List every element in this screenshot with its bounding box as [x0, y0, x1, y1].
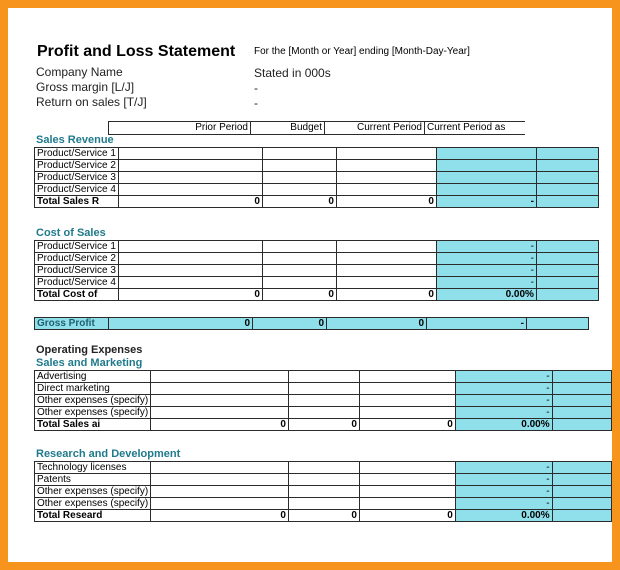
stated-in-label: Stated in 000s: [254, 66, 331, 80]
row-label[interactable]: Product/Service 3: [35, 172, 119, 184]
total-row: Total Researd 0 0 0 0.00%: [35, 510, 612, 522]
gross-profit-table: [34, 317, 589, 330]
table-row: Patents -: [35, 474, 612, 486]
total-row: Total Sales R 0 0 0 -: [35, 196, 599, 208]
table-row: Product/Service 2 -: [35, 253, 599, 265]
section-title-sales-marketing: Sales and Marketing: [36, 357, 143, 369]
table-row: Other expenses (specify) -: [35, 395, 612, 407]
table-row: Advertising -: [35, 371, 612, 383]
section-title-cost-of-sales: Cost of Sales: [36, 227, 106, 239]
table-row: Product/Service 1 -: [35, 241, 599, 253]
gross-margin-value: -: [254, 81, 258, 95]
return-on-sales-label: Return on sales [T/J]: [36, 95, 147, 109]
column-header-current-pct: Current Period as: [425, 122, 525, 135]
row-label[interactable]: Product/Service 4: [35, 184, 119, 196]
table-row: Other expenses (specify) -: [35, 498, 612, 510]
table-row: Product/Service 4 -: [35, 277, 599, 289]
section-title-sales-revenue: Sales Revenue: [36, 134, 114, 146]
gross-margin-label: Gross margin [L/J]: [36, 80, 135, 94]
total-row: Total Sales ai 0 0 0 0.00%: [35, 419, 612, 431]
sales-marketing-table: [34, 370, 612, 431]
column-header-current: Current Period: [325, 122, 425, 135]
spreadsheet-page: [8, 8, 612, 562]
column-header-budget: Budget: [251, 122, 325, 135]
company-name-label: Company Name: [36, 65, 123, 79]
return-on-sales-value: -: [254, 96, 258, 110]
column-header-prior: Prior Period: [109, 122, 251, 135]
table-row: Direct marketing -: [35, 383, 612, 395]
table-row: [35, 160, 599, 172]
sales-revenue-table: [34, 147, 599, 208]
total-label[interactable]: Total Sales R: [35, 196, 119, 208]
cost-of-sales-table: [34, 240, 599, 301]
table-row: Product/Service 3 -: [35, 265, 599, 277]
period-subtitle: For the [Month or Year] ending [Month-Day-Year]: [254, 46, 470, 57]
table-row: Technology licenses -: [35, 462, 612, 474]
section-title-operating-expenses: Operating Expenses: [36, 344, 143, 356]
row-label[interactable]: Product/Service 1: [35, 148, 119, 160]
table-row: Other expenses (specify) -: [35, 407, 612, 419]
section-title-research-development: Research and Development: [36, 448, 181, 460]
column-header-row: [108, 121, 525, 135]
page-title: Profit and Loss Statement: [37, 43, 236, 60]
research-development-table: [34, 461, 612, 522]
gross-profit-label[interactable]: Gross Profit: [35, 318, 109, 330]
gross-profit-row: Gross Profit 0 0 0 -: [35, 318, 589, 330]
table-row: Other expenses (specify) -: [35, 486, 612, 498]
table-row: [35, 172, 599, 184]
table-row: [35, 184, 599, 196]
row-label[interactable]: Product/Service 2: [35, 160, 119, 172]
table-row: [35, 148, 599, 160]
total-row: Total Cost of 0 0 0 0.00%: [35, 289, 599, 301]
